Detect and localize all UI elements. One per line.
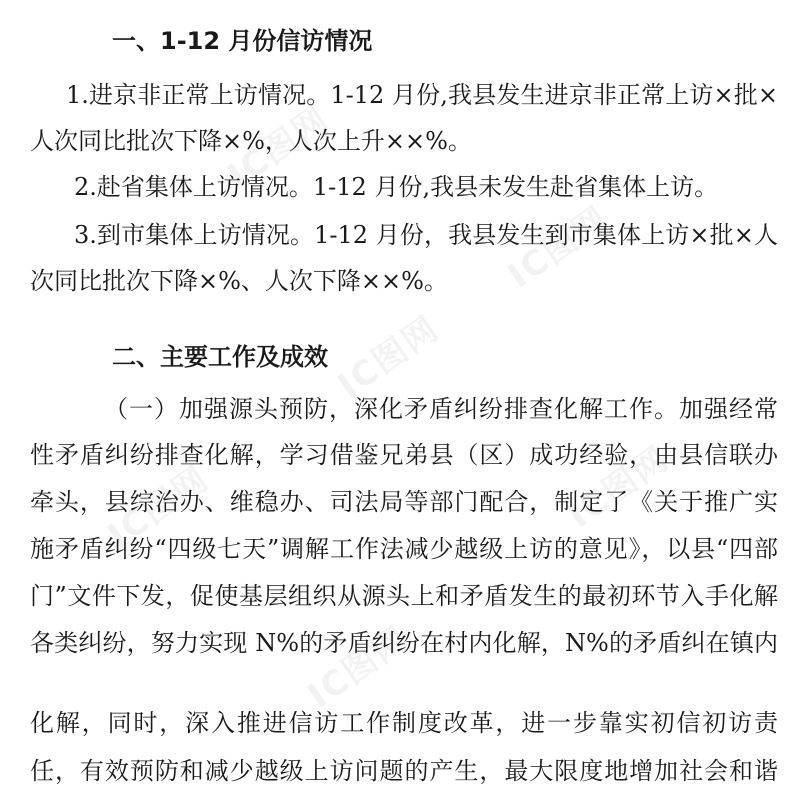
watermark: IC图网: [100, 458, 217, 557]
watermark: IC图网: [220, 98, 337, 197]
section2-para-line: 性矛盾纠纷排查化解，学习借鉴兄弟县（区）成功经验，由县信联办: [30, 441, 778, 469]
section2-cont-line: 化解，同时，深入推进信访工作制度改革，进一步靠实初信初访责: [30, 709, 778, 737]
section2-heading: 二、主要工作及成效: [112, 343, 328, 371]
watermark: IC图网: [500, 198, 617, 297]
section1-item1-line2: 人次同比批次下降×%，人次上升××%。: [30, 127, 472, 155]
section2-cont-line: 任，有效预防和减少越级上访问题的产生，最大限度地增加社会和谐: [30, 757, 778, 785]
section2-para-line: 施矛盾纠纷“四级七天”调解工作法减少越级上访的意见》，以县“四部: [30, 535, 778, 563]
watermark: IC图网: [330, 308, 447, 407]
section1-item1-line1: 1.进京非正常上访情况。1-12 月份,我县发生进京非正常上访×批×: [66, 81, 778, 109]
section2-para-line: （一）加强源头预防，深化矛盾纠纷排查化解工作。加强经常: [104, 395, 778, 423]
section2-para-line: 牵头，县综治办、维稳办、司法局等部门配合，制定了《关于推广实: [30, 488, 778, 516]
section1-heading: 一、1-12 月份信访情况: [112, 27, 373, 55]
section1-item3-line2: 次同比批次下降×%、人次下降××%。: [30, 267, 448, 295]
section2-para-line: 门”文件下发，促使基层组织从源头上和矛盾发生的最初环节入手化解: [30, 582, 778, 610]
section1-item2: 2.赴省集体上访情况。1-12 月份,我县未发生赴省集体上访。: [74, 173, 719, 201]
section1-item3-line1: 3.到市集体上访情况。1-12 月份，我县发生到市集体上访×批×人: [74, 221, 778, 249]
watermark: IC图网: [560, 438, 677, 537]
section2-para-line: 各类纠纷，努力实现 N%的矛盾纠纷在村内化解，N%的矛盾纠在镇内: [30, 629, 778, 657]
watermark: IC图网: [300, 618, 417, 717]
